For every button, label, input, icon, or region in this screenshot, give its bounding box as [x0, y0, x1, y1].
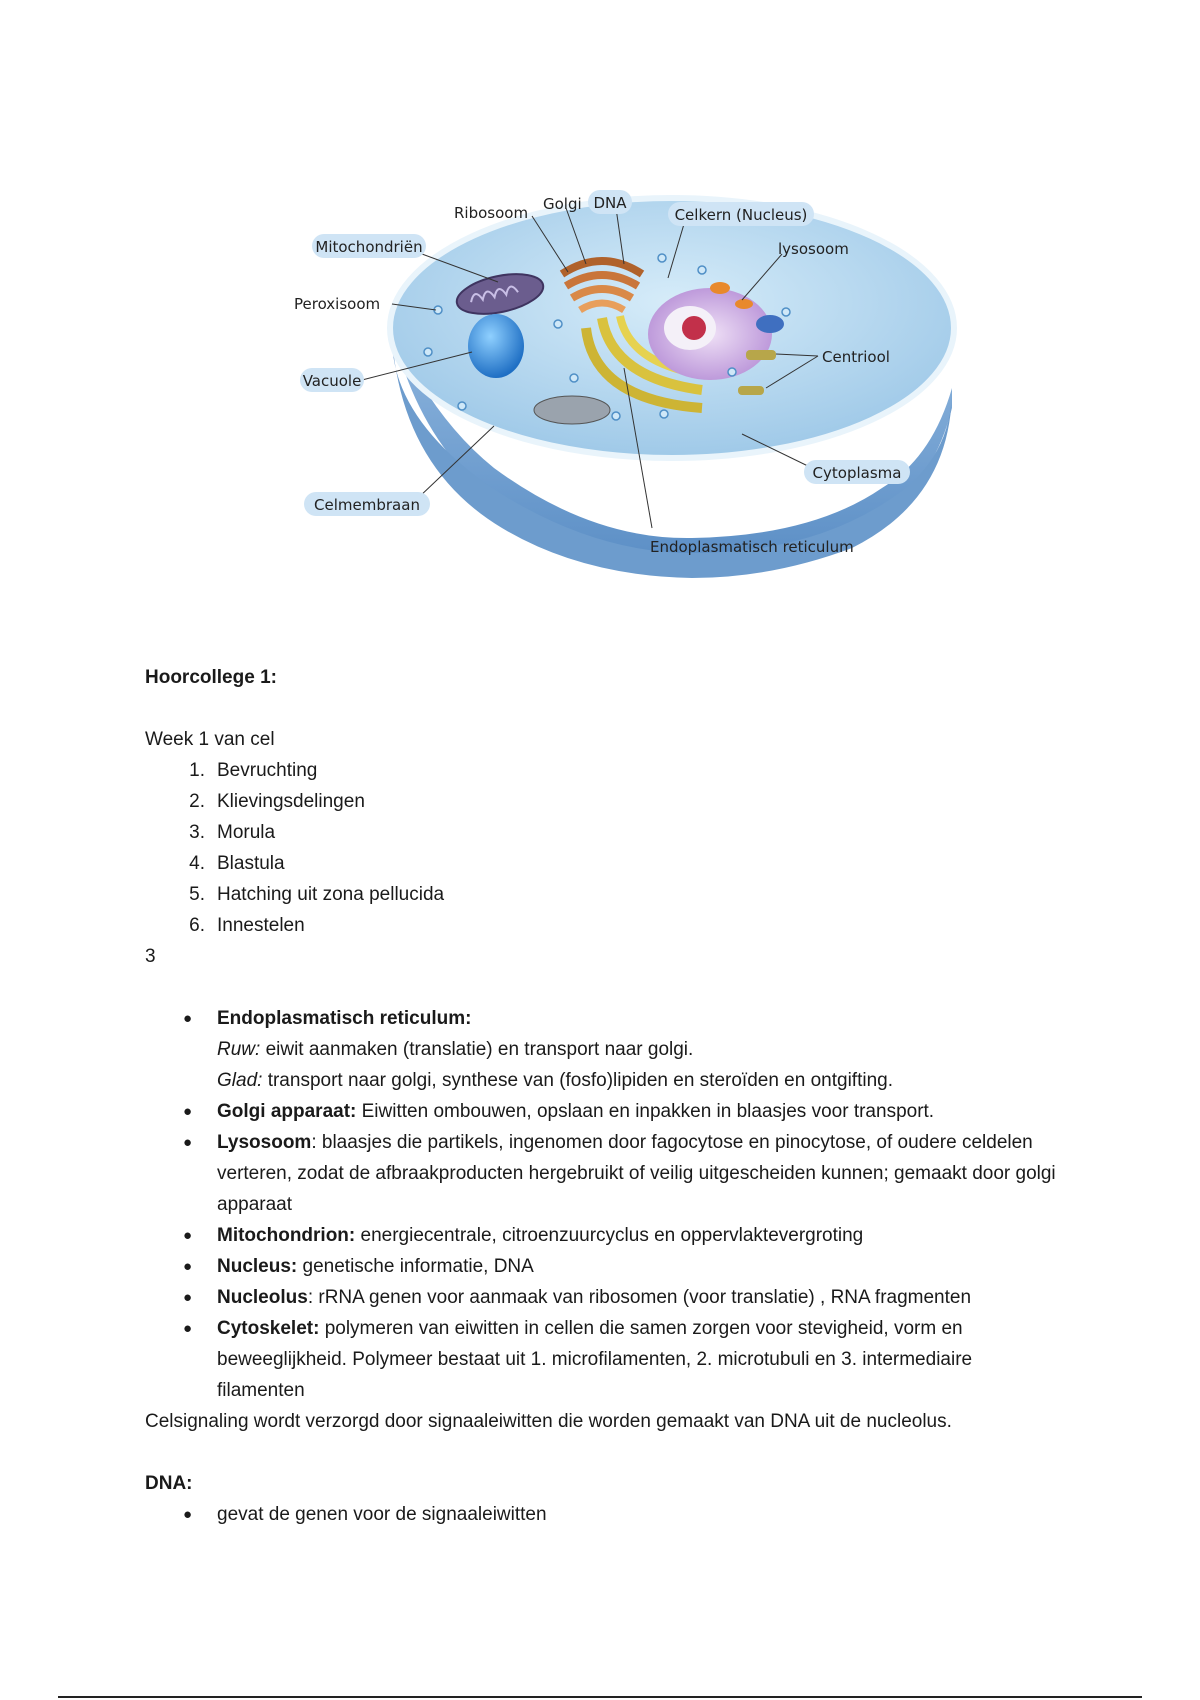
- list-item: ● Mitochondrion: energiecentrale, citroenzuurcyclus en oppervlaktevergroting: [145, 1220, 1065, 1251]
- label-dna: [588, 190, 632, 214]
- list-item: ● Endoplasmatisch reticulum: Ruw: eiwit aanmaken (translatie) en transport naar golgi. Glad: transport naar golgi, synthese van (fosfo)lipiden en steroïden en ontgifting.: [145, 1003, 1065, 1096]
- svg-text:Vacuole: Vacuole: [302, 372, 362, 390]
- svg-text:Ribosoom: Ribosoom: [454, 204, 529, 222]
- svg-text:DNA: DNA: [593, 194, 627, 212]
- svg-text:Cytoplasma: Cytoplasma: [812, 464, 902, 482]
- list-item: ● gevat de genen voor de signaaleiwitten: [145, 1499, 1065, 1530]
- bullet-icon: ●: [183, 1506, 193, 1523]
- svg-text:Endoplasmatisch reticulum: Endoplasmatisch reticulum: [650, 538, 854, 556]
- lysosome-shape: [735, 299, 753, 309]
- svg-text:lysosoom: lysosoom: [778, 240, 849, 258]
- label-golgi: [543, 195, 582, 213]
- label-lysosoom: [778, 240, 849, 258]
- cell-diagram: [232, 168, 1120, 638]
- stray-number: 3: [145, 946, 156, 967]
- svg-text:Peroxisoom: Peroxisoom: [294, 295, 381, 313]
- list-item: 2. Klievingsdelingen: [189, 791, 365, 812]
- lysosome-shape-blue: [756, 315, 784, 333]
- lysosome-shape: [710, 282, 730, 294]
- bullet-icon: ●: [183, 1289, 193, 1306]
- label-celmembraan: [304, 492, 430, 516]
- vacuole-shape: [468, 314, 524, 378]
- bullet-icon: ●: [183, 1258, 193, 1275]
- list-item: ● Golgi apparaat: Eiwitten ombouwen, opslaan en inpakken in blaasjes voor transport.: [145, 1096, 1065, 1127]
- steps-list: [145, 755, 1065, 941]
- bullet-icon: ●: [183, 1010, 193, 1027]
- label-ribosoom: [454, 204, 528, 222]
- label-vacuole: [300, 368, 364, 392]
- bullet-icon: ●: [183, 1227, 193, 1244]
- page-heading: Hoorcollege 1:: [145, 667, 277, 688]
- list-item: 1. Bevruchting: [189, 760, 318, 781]
- svg-text:Celmembraan: Celmembraan: [314, 496, 420, 514]
- list-item: ● Nucleus: genetische informatie, DNA: [145, 1251, 1065, 1282]
- dna-heading: DNA:: [145, 1473, 193, 1494]
- label-celkern: [668, 202, 814, 226]
- label-peroxisoom: [294, 295, 380, 313]
- svg-text:Celkern (Nucleus): Celkern (Nucleus): [674, 206, 808, 224]
- label-er: [650, 538, 854, 556]
- label-mitochondrien: [312, 234, 426, 258]
- bullet-icon: ●: [183, 1134, 193, 1151]
- organelle-list: [145, 1003, 1065, 1406]
- list-item: ● Lysosoom: blaasjes die partikels, ingenomen door fagocytose en pinocytose, of oudere celdelen verteren, zodat de afbraakproducten hergebruikt of veilig uitgescheiden kunnen; gemaakt door golgi apparaat: [145, 1127, 1065, 1220]
- list-item: 3. Morula: [189, 822, 276, 843]
- list-item: 6. Innestelen: [189, 915, 305, 936]
- week-intro: Week 1 van cel: [145, 729, 275, 750]
- svg-text:Mitochondriën: Mitochondriën: [315, 238, 423, 256]
- list-item: ● Nucleolus: rRNA genen voor aanmaak van ribosomen (voor translatie) , RNA fragmenten: [145, 1282, 1065, 1313]
- bullet-icon: ●: [183, 1103, 193, 1120]
- notes-body: [145, 662, 1065, 1530]
- list-item: ● Cytoskelet: polymeren van eiwitten in cellen die samen zorgen voor stevigheid, vorm en beweeglijkheid. Polymeer bestaat uit 1. microfilamenten, 2. microtubuli en 3. intermediaire filamenten: [145, 1313, 1065, 1406]
- vesicle-shape: [534, 396, 610, 424]
- label-centriool: [822, 348, 890, 366]
- svg-text:Centriool: Centriool: [822, 348, 890, 366]
- list-item: 4. Blastula: [189, 853, 285, 874]
- label-cytoplasma: [804, 460, 910, 484]
- celsignaling-text: Celsignaling wordt verzorgd door signaaleiwitten die worden gemaakt van DNA uit de nucleolus.: [145, 1411, 952, 1432]
- dna-list: [145, 1499, 1065, 1530]
- bullet-icon: ●: [183, 1320, 193, 1337]
- svg-text:Golgi: Golgi: [543, 195, 582, 213]
- page-divider: [58, 1696, 1142, 1698]
- list-item: 5. Hatching uit zona pellucida: [189, 884, 445, 905]
- nucleus-shape: [648, 288, 772, 380]
